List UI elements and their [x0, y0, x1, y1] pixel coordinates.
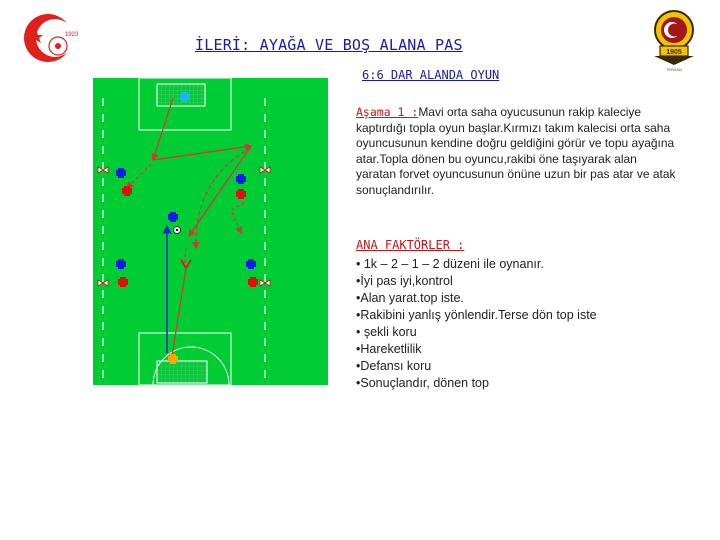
crest-caption: TEBSAN: [665, 67, 682, 72]
factor-item: •Sonuçlandır, dönen top: [356, 376, 489, 390]
phase-label: Aşama 1 :: [356, 105, 419, 119]
phase-description: [356, 105, 676, 198]
factor-item: •Defansı koru: [356, 359, 432, 373]
federation-logo: [8, 8, 92, 68]
key-factors-list: [356, 256, 597, 392]
pitch-surface: [93, 78, 328, 385]
drill-subtitle: 6:6 DAR ALANDA OYUN: [362, 68, 500, 82]
factor-item: •Rakibini yanlış yönlendir.Terse dön top iste: [356, 308, 597, 322]
factor-item: •Hareketlilik: [356, 342, 422, 356]
page-title: İLERİ: AYAĞA VE BOŞ ALANA PAS: [195, 36, 463, 54]
factor-item: • 1k – 2 – 1 – 2 düzeni ile oynanır.: [356, 257, 544, 271]
factor-item: •Alan yarat.top iste.: [356, 291, 464, 305]
factor-item: • şekli koru: [356, 325, 417, 339]
bottom-goal-net: [157, 361, 207, 383]
svg-text:1905: 1905: [666, 49, 682, 56]
factor-item: •İyi pas iyi,kontrol: [356, 274, 453, 288]
phase-text: Mavi orta saha oyucusunun rakip kaleciye kaptırdığı topla oyun başlar.Kırmızı takım kalecisi orta saha oyuncusunun kendine doğru geldiğini görür ve topu ayağına atar.Topla dönen bu oyuncu,rakibi öne taşıyarak alan yaratan forvet oyuncusunun önüne uzun bir pas atar ve atak sonuçlandırılır.: [356, 105, 676, 197]
ball-icon: [174, 227, 181, 234]
svg-text:1923: 1923: [65, 32, 79, 38]
club-crest-logo: [648, 8, 700, 66]
key-factors-heading: ANA FAKTÖRLER :: [356, 238, 465, 252]
pitch-diagram: [93, 78, 328, 385]
